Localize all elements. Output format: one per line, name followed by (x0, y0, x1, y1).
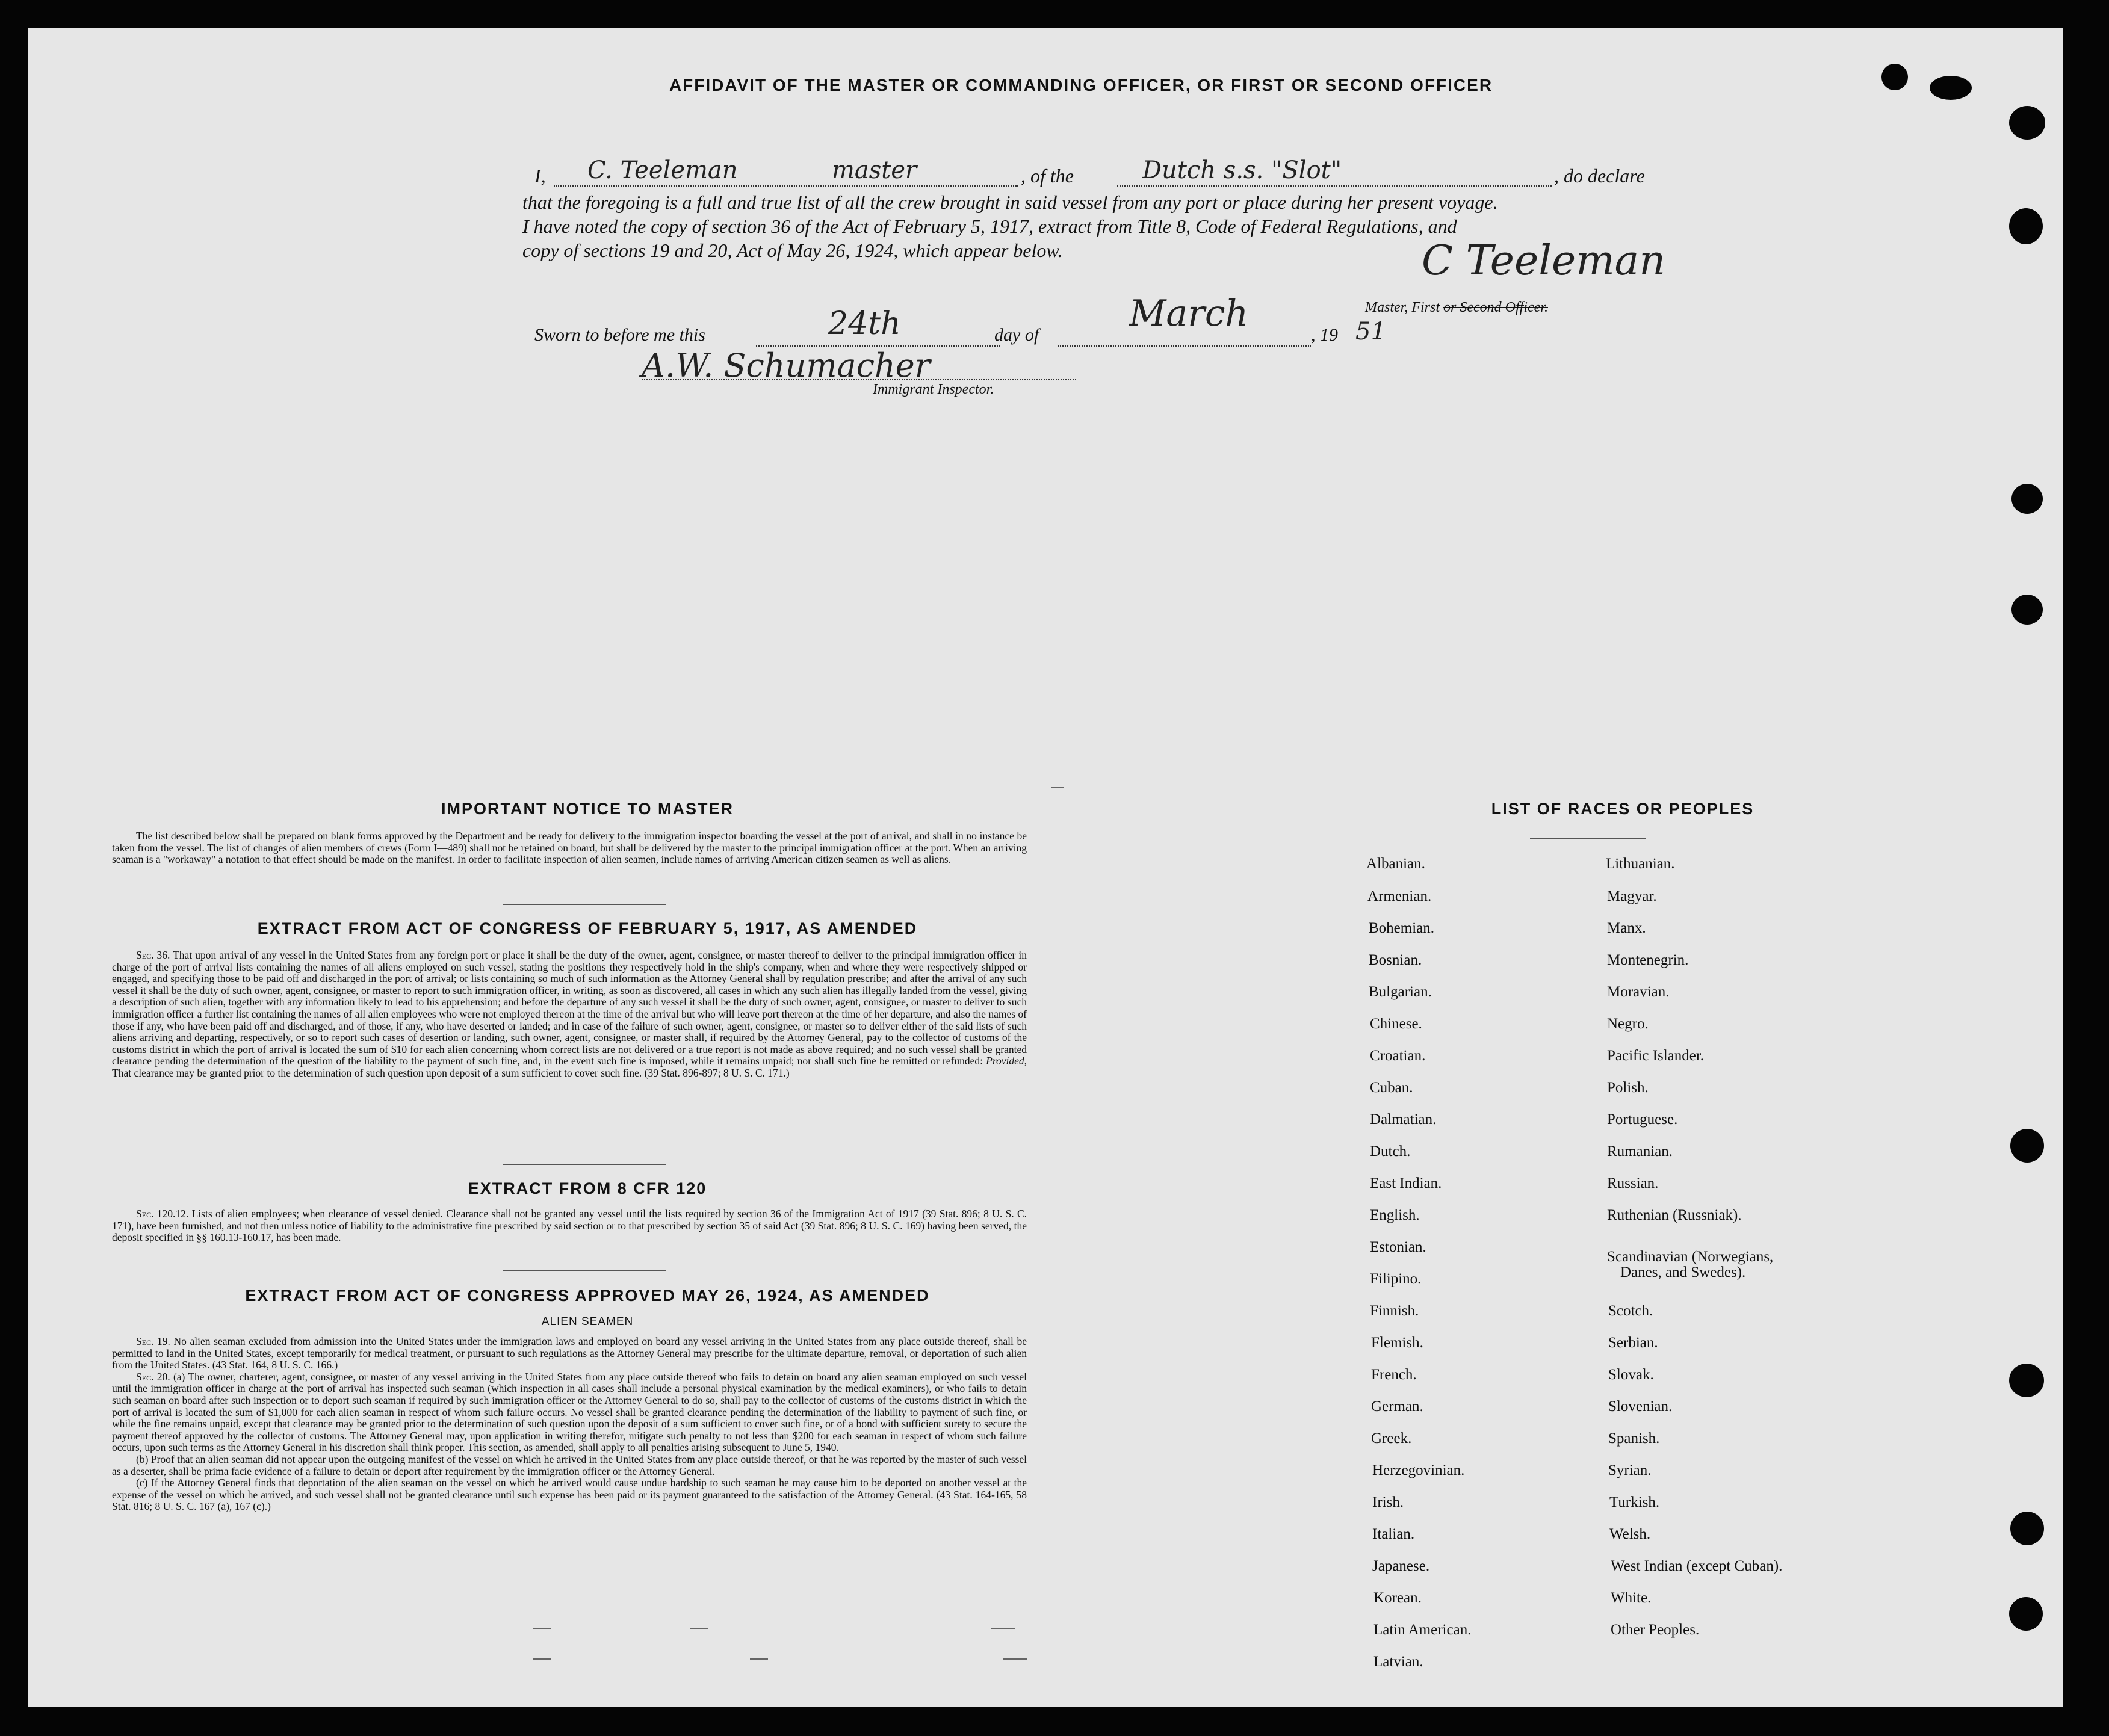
punch-hole (2011, 484, 2043, 514)
races-title: LIST OF RACES OR PEOPLES (1491, 800, 1754, 818)
sec20-paragraph (112, 1371, 1027, 1454)
print-mark (1003, 1658, 1027, 1660)
punch-hole (2009, 1364, 2044, 1397)
master-signature: C Teeleman (1422, 237, 1666, 285)
extract-1924-text (112, 1336, 1027, 1513)
race-item: Estonian. (1370, 1239, 1426, 1255)
punch-hole (2009, 208, 2043, 244)
race-item: Rumanian. (1607, 1143, 1673, 1160)
race-item: Dalmatian. (1370, 1111, 1437, 1128)
signature-caption (1365, 300, 1548, 316)
sec19-text: No alien seaman excluded from admission into the United States under the immigration laws and employed on board any vessel arriving in the United States from any place outside thereof, shall be permitted to land in the United States, except temporarily for medical treatment, or pursuant to such regulations as the Attorney General may prescribe for the ultimate departure, removal, or deportation of such alien from the United States. (43 Stat. 164, 8 U. S. C. 166.) (112, 1335, 1027, 1371)
race-item: Albanian. (1366, 856, 1425, 872)
race-item: Slovenian. (1608, 1398, 1673, 1415)
race-item: Bulgarian. (1369, 984, 1432, 1000)
document-page (28, 28, 2063, 1707)
race-item: Polish. (1607, 1080, 1649, 1096)
extract-1917-sec36 (112, 950, 1027, 1080)
print-mark (1051, 787, 1064, 788)
race-item: Manx. (1607, 920, 1646, 936)
race-item: Korean. (1373, 1590, 1422, 1606)
race-item: Slovak. (1608, 1367, 1654, 1383)
race-item: Lithuanian. (1606, 856, 1675, 872)
race-item: West Indian (except Cuban). (1611, 1558, 1783, 1574)
sworn-month-handwritten: March (1129, 292, 1249, 335)
sec36-text-end: That clearance may be granted prior to the determination of such question upon deposit of a sum sufficient to cover such fine. (39 Stat. 896-897; 8 U. S. C. 171.) (112, 1066, 790, 1079)
race-item-line: Scandinavian (Norwegians, (1607, 1249, 1774, 1265)
notice-text: The list described below shall be prepared on blank forms approved by the Department and be ready for delivery to the immigration inspector boarding the vessel at the port of arrival, and shall in no instance be taken from the vessel. The list of changes of alien members of crews (Form I—489) shall not be retained on board, but shall be delivered by the master to the principal immigration officer at the port. When an arriving seaman is a "workaway" a notation to that effect should be made on the manifest. In order to facilitate inspection of alien seamen, include names of arriving American citizen seamen as well as aliens. (112, 830, 1027, 866)
race-item: Herzegovinian. (1372, 1462, 1465, 1478)
declaration-line-1: that the foregoing is a full and true list of all the crew brought in said vessel from any port or place during her present voyage. (522, 191, 1498, 213)
punch-hole (1881, 64, 1908, 90)
race-item: English. (1370, 1207, 1420, 1223)
race-item: Filipino. (1370, 1271, 1422, 1287)
sec20b-paragraph: (b) Proof that an alien seaman did not appear upon the outgoing manifest of the vessel on which he arrived in the United States from any place outside thereof, or that he was reported by the master of such vessel as a deserter, shall be prima facie evidence of a failure to detain or deport after requirement by the immigration officer or the Attorney General. (112, 1453, 1027, 1477)
race-item: Cuban. (1370, 1080, 1413, 1096)
inspector-line (642, 357, 1076, 380)
race-item: Pacific Islander. (1607, 1048, 1705, 1064)
extract-1924-title: EXTRACT FROM ACT OF CONGRESS APPROVED MAY 26, 1924, AS AMENDED (245, 1287, 930, 1305)
race-item: French. (1371, 1367, 1417, 1383)
do-declare-label: , do declare (1554, 165, 1645, 187)
race-item: Bohemian. (1369, 920, 1435, 936)
sec20c-paragraph: (c) If the Attorney General finds that deportation of the alien seaman on the vessel on which he arrived would cause undue hardship to such seaman he may cause him to be deported on another vessel at the expense of the vessel on which he arrived, and such vessel shall not be granted clearance until such expense has been paid or its payment guaranteed to the satisfaction of the Attorney General. (43 Stat. 164-165, 58 Stat. 816; 8 U. S. C. 167 (a), 167 (c).) (112, 1477, 1027, 1513)
extract-cfr-divider (503, 1270, 666, 1271)
race-item: Turkish. (1609, 1494, 1660, 1510)
race-item: Montenegrin. (1607, 952, 1689, 968)
races-divider (1530, 838, 1646, 839)
punch-hole (1930, 76, 1972, 100)
vessel-handwritten: Dutch s.s. "Slot" (1142, 156, 1342, 184)
punch-hole (2011, 595, 2043, 625)
declaration-prefix: I, (534, 165, 546, 187)
race-item: Chinese. (1370, 1016, 1422, 1032)
print-mark (991, 1628, 1015, 1629)
print-mark (533, 1628, 551, 1629)
race-item-line: Danes, and Swedes). (1620, 1264, 1746, 1280)
sec36-label: Sec. 36. (136, 949, 170, 961)
sworn-day-handwritten: 24th (828, 306, 901, 342)
print-mark (690, 1628, 708, 1629)
day-of-label: day of (994, 325, 1039, 345)
race-item: Syrian. (1608, 1462, 1652, 1478)
race-item: White. (1611, 1590, 1652, 1606)
race-item: Latin American. (1373, 1622, 1472, 1638)
extract-1917-divider (503, 1164, 666, 1165)
sec20a-text: (a) The owner, charterer, agent, consignee, or master of any vessel arriving in the United States from any place outside thereof who fails to detain on board any alien seaman employed on such vessel until the immigration officer in charge at the port of arrival has inspected such seaman (which inspection in all cases shall include a personal physical examination by the medical examiners), or who fails to detain such seaman on board after such inspection or to deport such seaman if required by such immigration officer or the Attorney General to do so, shall pay to the collector of customs of the customs district in which the port of arrival is located the sum of $1,000 for each alien seaman in respect of whom such failure occurs. No vessel shall be granted clearance pending the determination of the liability to payment of such fine, or while the fine remains unpaid, except that clearance may be granted prior to the determination of such question upon the deposit of a sum sufficient to cover such fine, or of a bond with sufficient surety to secure the payment thereof approved by the collector of customs. The Attorney General may, upon application in writing therefor, mitigate such penalty to not less than $200 for each seaman in respect of whom such failure occurs, upon such terms as the Attorney General in his discretion shall think proper. This section, as amended, shall apply to all penalties arising subsequent to June 5, 1940. (112, 1370, 1027, 1454)
punch-hole (2009, 106, 2045, 140)
cfr-text: Lists of alien employees; when clearance of vessel denied. Clearance shall not be granted any vessel until the lists required by section 36 of the Immigration Act of 1917 (39 Stat. 896; 8 U. S. C. 171), have been furnished, and not then unless notice of liability to the administrative fine prescribed by said section or to that prescribed by section 35 of said Act (39 Stat. 896; 8 U. S. C. 169) having been served, the deposit specified in §§ 160.13-160.17, has been made. (112, 1208, 1027, 1244)
race-item: Portuguese. (1607, 1111, 1678, 1128)
sec36-text: That upon arrival of any vessel in the United States from any foreign port or place it shall be the duty of the owner, agent, consignee, or master thereof to deliver to the principal immigration officer in charge of the port of arrival lists containing the names of all aliens employed on such vessel, stating the positions they respectively hold in the ship's company, when and where they were respectively shipped or engaged, and specifying those to be paid off and discharged in the port of arrival; or lists containing so much of such information as the Attorney General shall by regulation prescribe; and after the arrival of any such vessel it shall be the duty of such owner, agent, consignee, or master to report to such immigration officer, in writing, as soon as discovered, all cases in which any such alien has illegally landed from the vessel, giving a description of such alien, together with any information likely to lead to his apprehension; and before the departure of any such vessel it shall be the duty of such owner, agent, consignee, or master to deliver to such immigration officer a further list containing the names of all alien employees who were not employed thereon at the time of the arrival but who will leave port thereon at the time of her departure, and also the names of those if any, who have been paid off and discharged, and of those, if any, who have deserted or landed; and in case of the failure of such owner, agent, consignee, or master so to deliver either of the said lists of such aliens arriving and departing, respectively, or so to report such cases of desertion or landing, such owner, agent, consignee, or master shall, if required by the Attorney General, pay to the collector of customs of the customs district in which the port of arrival is located the sum of $10 for each alien concerning whom correct lists are not delivered or a true report is not made as above required; and no such vessel shall be granted clearance pending the determination of the question of the liability to the payment of such fine, and, in the event such fine is imposed, while it remains unpaid; nor shall such fine be remitted or refunded: (112, 949, 1027, 1067)
race-item: Croatian. (1370, 1048, 1426, 1064)
race-item: Magyar. (1607, 888, 1657, 904)
race-item: East Indian. (1370, 1175, 1442, 1191)
print-mark (533, 1658, 551, 1660)
race-item: Irish. (1372, 1494, 1404, 1510)
race-item: Dutch. (1370, 1143, 1411, 1160)
inspector-caption: Immigrant Inspector. (873, 381, 994, 397)
race-item: Serbian. (1608, 1335, 1658, 1351)
sworn-label: Sworn to before me this (534, 325, 705, 345)
extract-1917-title: EXTRACT FROM ACT OF CONGRESS OF FEBRUARY 5, 1917, AS AMENDED (257, 919, 918, 938)
inspector-signature: A.W. Schumacher (642, 347, 931, 385)
race-item: Ruthenian (Russniak). (1607, 1207, 1742, 1223)
race-item (1607, 1249, 1773, 1280)
signature-caption-prefix: Master, First (1365, 300, 1444, 315)
race-item: Latvian. (1373, 1654, 1423, 1670)
race-item: Russian. (1607, 1175, 1659, 1191)
race-item: Moravian. (1607, 984, 1670, 1000)
race-item: Bosnian. (1369, 952, 1422, 968)
race-item: Welsh. (1609, 1526, 1651, 1542)
cfr-sec-label: Sec. 120.12. (136, 1208, 189, 1220)
year-prefix: , 19 (1311, 325, 1338, 345)
declaration-line-3: copy of sections 19 and 20, Act of May 26, 1924, which appear below. (522, 239, 1063, 261)
signature-caption-struck: or Second Officer. (1443, 300, 1548, 315)
punch-hole (2010, 1512, 2044, 1545)
sec19-label: Sec. 19. (136, 1335, 170, 1347)
affidavit-title: AFFIDAVIT OF THE MASTER OR COMMANDING OFFICER, OR FIRST OR SECOND OFFICER (669, 76, 1493, 94)
race-item: Armenian. (1367, 888, 1432, 904)
race-item: Flemish. (1371, 1335, 1423, 1351)
extract-cfr-title: EXTRACT FROM 8 CFR 120 (468, 1179, 707, 1197)
race-item: Spanish. (1608, 1430, 1660, 1447)
declaration-line-2: I have noted the copy of section 36 of the Act of February 5, 1917, extract from Title 8, Code of Federal Regulations, and (522, 215, 1457, 237)
extract-cfr-text (112, 1208, 1027, 1244)
sworn-year-handwritten: 51 (1355, 318, 1386, 345)
race-item: Japanese. (1372, 1558, 1430, 1574)
race-item: Greek. (1371, 1430, 1412, 1447)
master-name-handwritten: C. Teeleman (587, 156, 738, 184)
sec20-label: Sec. 20. (136, 1370, 170, 1383)
race-item: Scotch. (1608, 1303, 1653, 1319)
print-mark (750, 1658, 768, 1660)
sec36-provided: Provided, (986, 1055, 1027, 1067)
alien-seamen-subtitle: ALIEN SEAMEN (541, 1315, 634, 1328)
race-item: Negro. (1607, 1016, 1649, 1032)
punch-hole (2009, 1597, 2043, 1631)
race-item: German. (1371, 1398, 1423, 1415)
notice-title: IMPORTANT NOTICE TO MASTER (441, 800, 734, 818)
of-the-label: , of the (1021, 165, 1074, 187)
race-item: Other Peoples. (1611, 1622, 1700, 1638)
punch-hole (2010, 1129, 2044, 1163)
sec19-paragraph (112, 1336, 1027, 1371)
race-item: Finnish. (1370, 1303, 1419, 1319)
race-item: Italian. (1372, 1526, 1415, 1542)
notice-divider (503, 904, 666, 905)
master-rank-handwritten: master (832, 156, 917, 184)
